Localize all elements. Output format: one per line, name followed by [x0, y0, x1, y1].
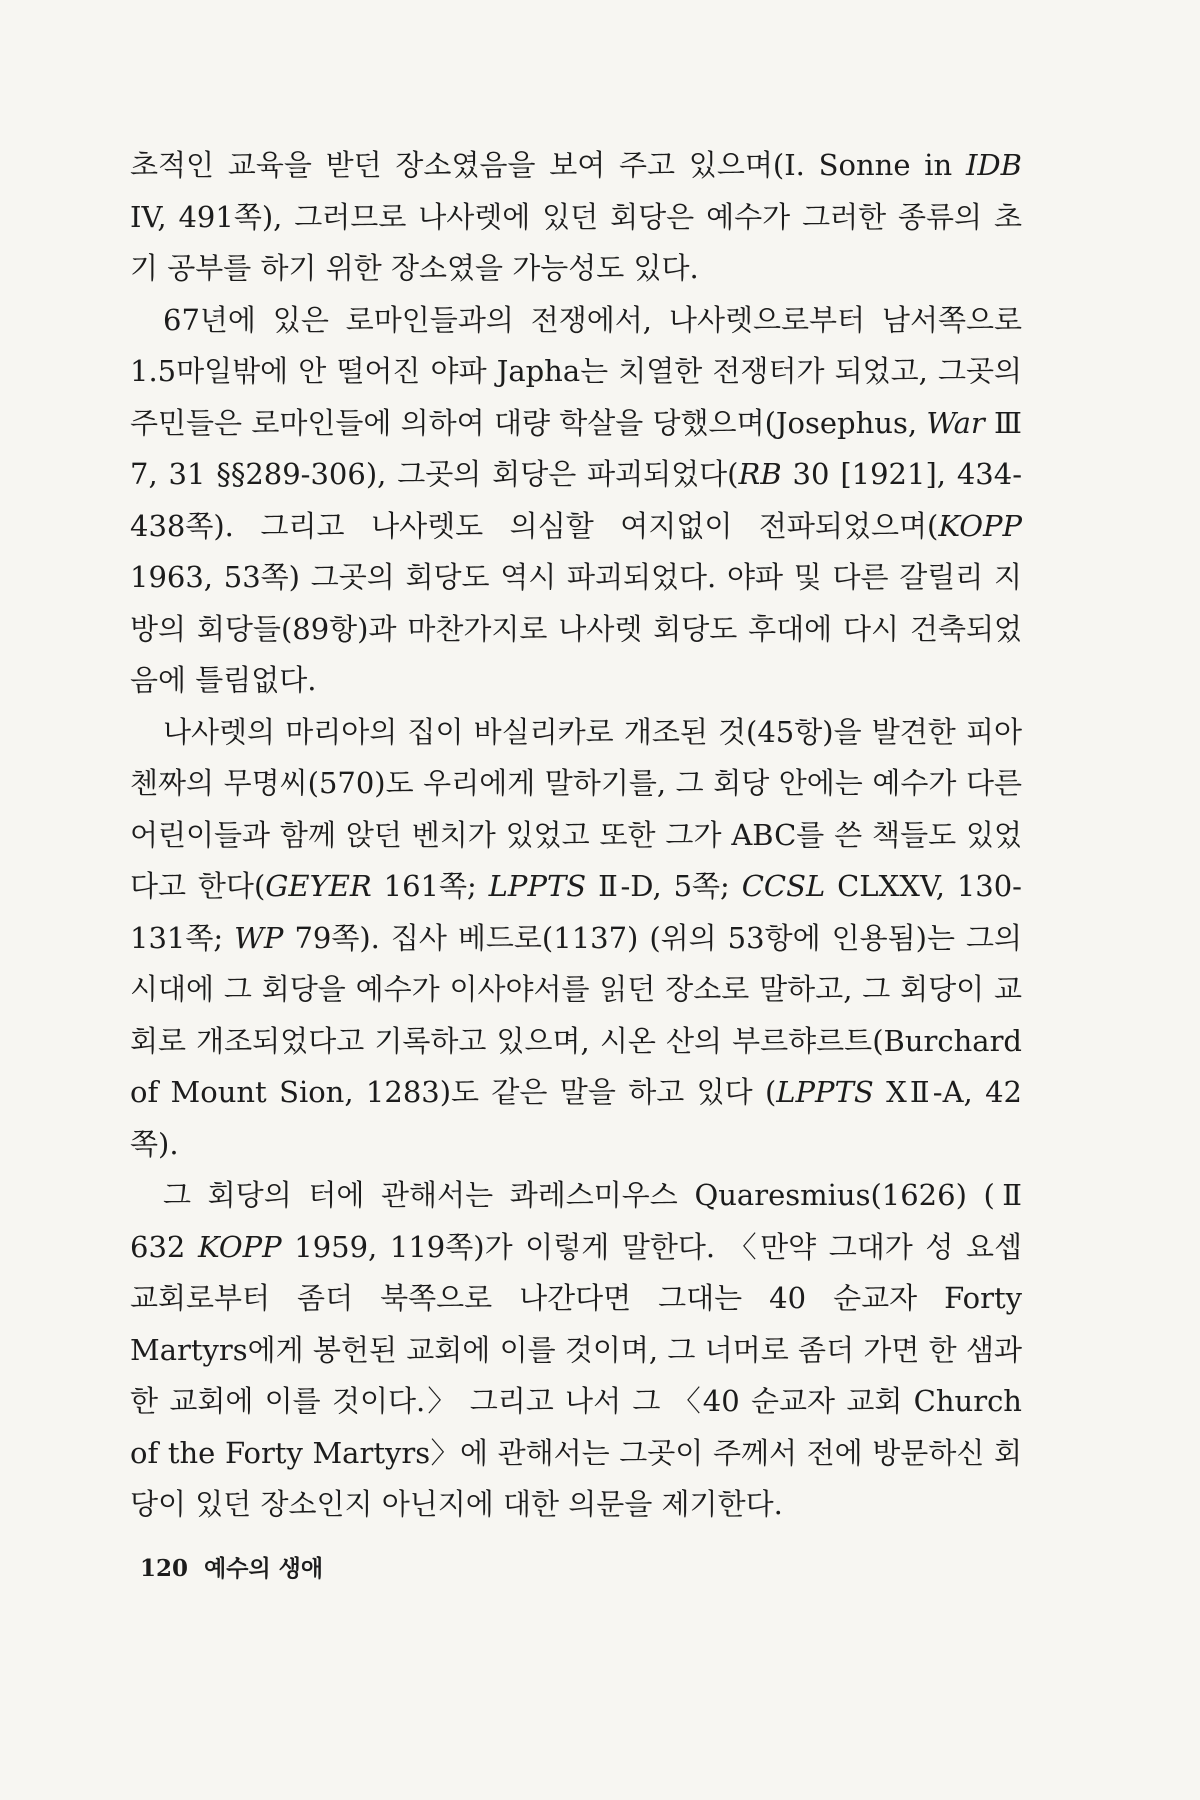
text-segment: Ⅱ-D, 5쪽; [586, 869, 742, 903]
italic-citation: KOPP [938, 508, 1022, 543]
italic-citation: RB [738, 457, 782, 491]
text-segment: 79쪽). 집사 베드로(1137) (위의 53항에 인용됨)는 그의 시대에 그 회당을 예수가 이사야서를 읽던 장소로 말하고, 그 회당이 교회로 개조되었다고 기록하고 있으며, 시온 산의 부르햐르트(Burchard of Mount Sion, 1283)도 같은 말을 하고 있다 ( [130, 920, 1022, 1109]
text-segment: 1959, 119쪽)가 이렇게 말한다. 〈만약 그대가 성 요셉 교회로부터 좀더 북쪽으로 나간다면 그대는 40 순교자 Forty Martyrs에게 봉헌된 교회에 이를 것이며, 그 너머로 좀더 가면 한 샘과 한 교회에 이를 것이다.〉 그리고 나서 그 〈40 순교자 교회 Church of the Forty Martyrs〉에 관해서는 그곳이 주께서 전에 방문하신 회당이 있던 장소인지 아닌지에 대한 의문을 제기한다. [130, 1229, 1022, 1521]
italic-citation: GEYER [265, 869, 372, 903]
italic-citation: CCSL [741, 869, 826, 903]
text-segment: XⅡ-A, 42쪽). [130, 1075, 1022, 1161]
text-segment: 1963, 53쪽) 그곳의 회당도 역시 파괴되었다. 야파 및 다른 갈릴리 지방의 회당들(89항)과 마찬가지로 나사렛 회당도 후대에 다시 건축되었음에 틀림없다. [130, 560, 1022, 697]
italic-citation: LPPTS [488, 869, 587, 903]
text-segment: 초적인 교육을 받던 장소였음을 보여 주고 있으며(I. Sonne in [130, 148, 966, 182]
page-footer [140, 1550, 339, 1583]
italic-citation: KOPP [197, 1229, 282, 1264]
paragraph [130, 295, 1022, 707]
running-title: 예수의 생애 [204, 1555, 324, 1582]
text-segment: 30 [1921], 434-438쪽). 그리고 나사렛도 의심할 여지없이 전파되었으며( [130, 457, 1023, 543]
italic-citation: War [926, 405, 985, 440]
paragraph [130, 707, 1022, 1171]
text-segment: 나사렛의 마리아의 집이 바실리카로 개조된 것(45항)을 발견한 피아첸짜의 무명씨(570)도 우리에게 말하기를, 그 회당 안에는 예수가 다른 어린이들과 함께 앉던 벤치가 있었고 또한 그가 ABC를 쓴 책들도 있었다고 한다( [130, 714, 1022, 903]
italic-citation: WP [234, 920, 284, 955]
paragraph [130, 1170, 1022, 1531]
text-segment: CLXXV, 130-131쪽; [130, 869, 1022, 955]
paragraph [130, 140, 1022, 295]
body-text [130, 140, 1022, 1531]
italic-citation: LPPTS [776, 1075, 874, 1109]
italic-citation: IDB [965, 148, 1022, 182]
text-segment: 67년에 있은 로마인들과의 전쟁에서, 나사렛으로부터 남서쪽으로 1.5마일밖에 안 떨어진 야파 Japha는 치열한 전쟁터가 되었고, 그곳의 주민들은 로마인들에 의하여 대량 학살을 당했으며(Josephus, [130, 302, 1022, 440]
text-segment: IV, 491쪽), 그러므로 나사렛에 있던 회당은 예수가 그러한 종류의 초기 공부를 하기 위한 장소였을 가능성도 있다. [130, 199, 1022, 285]
text-segment: 그 회당의 터에 관해서는 콰레스미우스 Quaresmius(1626) (Ⅱ 632 [130, 1178, 1022, 1264]
text-segment: 161쪽; [371, 869, 489, 903]
text-segment: Ⅲ 7, 31 §§289-306), 그곳의 회당은 파괴되었다( [130, 405, 1022, 491]
page-number: 120 [140, 1555, 189, 1582]
